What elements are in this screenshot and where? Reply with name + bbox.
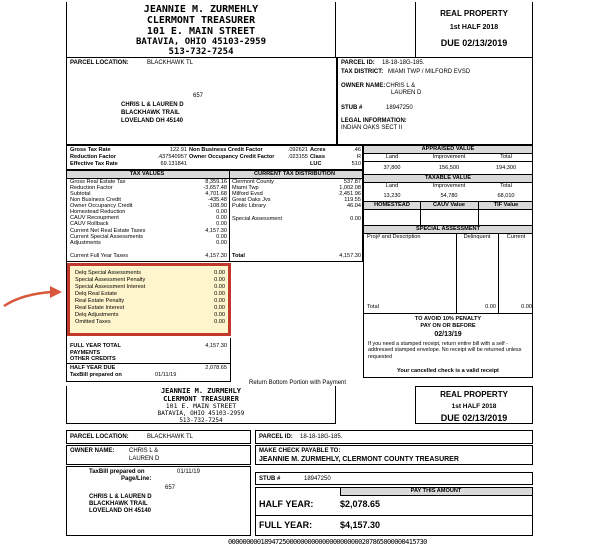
distribution-value: 119.55: [344, 197, 361, 203]
half-year: 1st HALF 2018: [449, 24, 499, 31]
special-total-current: 0.00: [521, 304, 532, 310]
parcel-location-box: [66, 57, 337, 145]
delinquent-label: Delq Adjustments: [75, 312, 119, 318]
tax-district: MIAMI TWP / MILFORD EVSD: [388, 69, 471, 75]
mail-street: BLACKHAWK TRAIL: [121, 110, 180, 116]
taxable-col: Total: [500, 183, 512, 189]
delinquent-label: Real Estate Penalty: [75, 298, 125, 304]
distribution-value: 46.04: [347, 203, 361, 209]
stub-owner-2: LAUREN D: [129, 456, 160, 462]
stub-number: 18947250: [304, 476, 331, 482]
reductions-col-line: [478, 202, 479, 225]
tax-value: 4,701.68: [205, 191, 227, 197]
prepared-date: 01/11/19: [155, 372, 177, 378]
special-col: Current: [506, 234, 526, 240]
stub-mail-code: 657: [165, 485, 176, 491]
tax-values-header: TAX VALUES: [129, 171, 165, 177]
parcel-location-label: PARCEL LOCATION:: [70, 60, 129, 66]
tax-value: 8,359.16: [205, 179, 227, 185]
tax-value-label: Owner Occupancy Credit: [70, 203, 133, 209]
delinquent-label: Delq Real Estate: [75, 291, 117, 297]
distribution-value: 2,451.96: [339, 191, 361, 197]
half-year-pay-label: HALF YEAR:: [259, 499, 314, 509]
homestead-label: HOMESTEAD: [374, 202, 410, 208]
stub-location: BLACKHAWK TL: [147, 434, 194, 440]
distribution-label: Public Library: [232, 203, 266, 209]
full-year-label: FULL YEAR TOTAL: [70, 343, 121, 349]
penalty-box: [363, 314, 533, 378]
summary-divider: [67, 363, 230, 364]
taxable-col: Improvement: [432, 183, 466, 189]
special-total-label: Total: [367, 304, 379, 310]
tax-value-label: Non Business Credit: [70, 197, 121, 203]
special-total-delinquent: 0.00: [485, 304, 496, 310]
rates-box: [66, 145, 363, 170]
distribution-header: CURRENT TAX DISTRIBUTION: [253, 171, 335, 177]
payable-to: JEANNIE M. ZURMEHLY, CLERMONT COUNTY TREASURER: [259, 456, 459, 463]
stub-owner-label: OWNER NAME:: [70, 448, 115, 454]
tax-value-label: Current Net Real Estate Taxes: [70, 228, 146, 234]
appraised-col: Total: [500, 154, 512, 160]
summary-box: [66, 338, 231, 382]
tax-value-label: Subtotal: [70, 191, 91, 197]
legal-info-label: LEGAL INFORMATION:: [341, 118, 407, 124]
taxable-header: TAXABLE VALUE: [424, 175, 472, 181]
tax-district-label: TAX DISTRICT:: [341, 69, 384, 75]
mail-name: CHRIS L & LAUREN D: [121, 102, 184, 108]
delinquent-value: 0.00: [214, 312, 225, 318]
address-line-2: BATAVIA, OHIO 45103-2959: [135, 37, 267, 47]
taxable-box: [363, 175, 533, 202]
penalty-line-1: TO AVOID 10% PENALTY: [414, 316, 482, 322]
tax-value: 0.00: [216, 240, 227, 246]
barcode-number: 0000000001894725000000000000000000000207865000000415730: [228, 538, 427, 546]
stub-mail-name: CHRIS L & LAUREN D: [89, 494, 152, 500]
delinquent-value: 0.00: [214, 284, 225, 290]
cauv-label: CAUV Value: [432, 202, 466, 208]
pay-amount-divider: [256, 515, 532, 516]
tax-value: 0.00: [216, 209, 227, 215]
full-year-pay-label: FULL YEAR:: [259, 520, 313, 530]
reductions-col-line: [420, 202, 421, 225]
stub-number-box: [255, 472, 533, 485]
stub-payable-box: [255, 445, 533, 465]
stub-prepared-date: 01/11/19: [177, 469, 200, 475]
rate-value: .437540957: [157, 154, 187, 160]
stub-parcel-box: [255, 430, 533, 444]
distribution-total-label: Total: [232, 253, 245, 259]
tax-value: 0.00: [216, 234, 227, 240]
appraised-col: Improvement: [432, 154, 466, 160]
delinquent-value: 0.00: [214, 291, 225, 297]
appraised-val: 156,500: [438, 165, 460, 171]
credit-value: .092621: [287, 147, 308, 153]
tax-value: 4,157.30: [205, 253, 227, 259]
delinquent-value: 0.00: [214, 270, 225, 276]
appraised-header: APPRAISED VALUE: [421, 146, 475, 152]
distribution-value: 537.87: [343, 179, 361, 185]
rate-label: Reduction Factor: [70, 154, 116, 160]
tax-value-label: CAUV Rollback: [70, 221, 109, 227]
credit-key-value: 510: [351, 161, 361, 167]
credit-key-value: R: [356, 154, 361, 160]
appraised-val: 37,800: [383, 165, 401, 171]
tax-values-divider: [229, 171, 230, 261]
distribution-label: Great Oaks Jvs: [232, 197, 271, 203]
full-year-total: 4,157.30: [205, 343, 227, 349]
half-year-due: 2,078.65: [205, 365, 227, 371]
taxable-col: Land: [385, 183, 399, 189]
delinquent-value: 0.00: [214, 277, 225, 283]
tax-value-label: Current Full Year Taxes: [70, 253, 129, 259]
stub-office-name: CLERMONT TREASURER: [163, 395, 239, 403]
stub-treasurer-name: JEANNIE M. ZURMEHLY: [160, 387, 242, 395]
tax-value-label: Reduction Factor: [70, 185, 113, 191]
tif-label: TIF Value: [493, 202, 519, 208]
reductions-box: [363, 202, 533, 226]
stub-parcel-id: 18-18-18G-185.: [300, 434, 343, 440]
credit-key: Class: [310, 154, 325, 160]
special-col: Proj# and Description: [367, 234, 421, 240]
distribution-label: Milford Evsd: [232, 191, 263, 197]
penalty-date: 02/13/19: [434, 331, 462, 338]
stub-property-type: REAL PROPERTY: [440, 390, 508, 399]
prepared-label: TaxBill prepared on: [70, 372, 122, 378]
treasurer-name: JEANNIE M. ZURMEHLY: [143, 4, 259, 15]
tax-value: -3,657.48: [203, 185, 227, 191]
tax-value-label: Gross Real Estate Tax: [70, 179, 126, 185]
stub-mail-city: LOVELAND OH 45140: [89, 508, 152, 514]
office-name: CLERMONT TREASURER: [146, 15, 256, 26]
header-address-box: [66, 2, 336, 58]
stub-prepared-label: TaxBill prepared on: [89, 469, 145, 475]
payable-to-label: MAKE CHECK PAYABLE TO:: [259, 448, 341, 454]
address-line-1: 101 E. MAIN STREET: [146, 26, 256, 37]
pay-amount-box: [255, 487, 533, 536]
property-type: REAL PROPERTY: [440, 9, 508, 18]
tax-value-label: CAUV Recoupment: [70, 215, 119, 221]
taxable-val: 68,010: [497, 193, 515, 199]
distribution-label: Special Assessment: [232, 216, 283, 222]
stub-half-year: 1st HALF 2018: [451, 403, 497, 410]
stub-phone: 513-732-7254: [179, 417, 223, 424]
due-date: DUE 02/13/2019: [440, 38, 508, 48]
delinquent-label: Delq Special Assessments: [75, 270, 141, 276]
owner-name-1: CHRIS L &: [386, 83, 416, 89]
cancelled-check-note: Your cancelled check is a valid receipt: [397, 368, 499, 374]
appraised-divider: [364, 161, 532, 162]
taxable-val: 54,780: [440, 193, 458, 199]
stub-page-label: Page/Line:: [121, 476, 152, 482]
parcel-location: BLACKHAWK TL: [147, 60, 194, 66]
tax-value-label: Homestead Reduction: [70, 209, 126, 215]
special-col-line: [456, 233, 457, 313]
other-credits-label: OTHER CREDITS: [70, 356, 116, 362]
delinquent-label: Real Estate Interest: [75, 305, 125, 311]
stub-header-address: [66, 386, 336, 424]
penalty-note: If you need a stamped receipt, return entire bill with a self - addressed stamped envelope. No receipt will be returned unless requested: [368, 341, 522, 360]
delinquent-value: 0.00: [214, 298, 225, 304]
delinquent-value: 0.00: [214, 319, 225, 325]
delinquent-value: 0.00: [214, 305, 225, 311]
full-year-pay-amount: $4,157.30: [340, 520, 381, 530]
tax-value: -108.90: [208, 203, 227, 209]
tax-value-label: Adjustments: [70, 240, 101, 246]
delinquent-label: Omitted Taxes: [75, 319, 111, 325]
pay-amount-label: PAY THIS AMOUNT: [410, 488, 462, 494]
credit-label: Owner Occupancy Credit Factor: [189, 154, 275, 160]
stub-number: 18947250: [386, 105, 413, 111]
stub-location-box: [66, 430, 251, 444]
credit-key: LUC: [310, 161, 322, 167]
tax-value: 0.00: [216, 215, 227, 221]
credit-value: .023155: [287, 154, 308, 160]
parcel-id-label: PARCEL ID:: [341, 60, 375, 66]
rate-label: Gross Tax Rate: [70, 147, 111, 153]
stub-location-label: PARCEL LOCATION:: [70, 434, 129, 440]
credit-key-value: .46: [353, 147, 361, 153]
stub-number-label: STUB #: [259, 476, 281, 482]
mail-city: LOVELAND OH 45140: [121, 118, 184, 124]
stub-mail-street: BLACKHAWK TRAIL: [89, 501, 148, 507]
tax-value-label: Current Special Assessments: [70, 234, 144, 240]
stub-mail-box: [66, 466, 251, 536]
phone: 513-732-7254: [168, 47, 234, 57]
mail-code: 657: [193, 93, 204, 99]
special-header: SPECIAL ASSESSMENT: [415, 226, 481, 232]
parcel-id: 18-18-18G-185.: [382, 60, 425, 66]
rate-label: Effective Tax Rate: [70, 161, 118, 167]
appraised-box: [363, 145, 533, 175]
stub-due-box: [415, 386, 533, 424]
owner-name-2: LAUREN D: [391, 90, 422, 96]
appraised-col: Land: [385, 154, 399, 160]
distribution-label: Miami Twp: [232, 185, 259, 191]
stub-due-date: DUE 02/13/2019: [440, 413, 508, 423]
credit-key: Acres: [310, 147, 326, 153]
distribution-value: 1,002.08: [339, 185, 361, 191]
return-bottom-label: Return Bottom Portion with Payment: [249, 380, 347, 386]
distribution-total: 4,157.30: [339, 253, 361, 259]
credit-label: Non Business Credit Factor: [189, 147, 263, 153]
tax-value: -435.48: [208, 197, 227, 203]
owner-name-label: OWNER NAME:: [341, 83, 386, 89]
delinquent-label: Special Assessment Penalty: [75, 277, 146, 283]
special-col: Delinquent: [463, 234, 491, 240]
header-due-box: [415, 2, 533, 58]
stub-owner-box: [66, 445, 251, 465]
special-col-line: [498, 233, 499, 313]
pointer-arrow-icon: [2, 284, 64, 310]
tax-value: 0.00: [216, 221, 227, 227]
half-year-pay-amount: $2,078.65: [340, 499, 381, 509]
payments-label: PAYMENTS: [70, 350, 101, 356]
tax-value: 4,157.30: [205, 228, 227, 234]
special-assessment-box: [363, 226, 533, 314]
stub-address-1: 101 E. MAIN STREET: [165, 402, 237, 410]
rate-value: 122.91: [169, 147, 187, 153]
penalty-line-2: PAY ON OR BEFORE: [420, 323, 476, 329]
delinquent-label: Special Assessment Interest: [75, 284, 146, 290]
half-year-label: HALF YEAR DUE: [70, 365, 116, 371]
stub-label: STUB #: [341, 105, 363, 111]
stub-address-2: BATAVIA, OHIO 45103-2959: [157, 410, 245, 417]
stub-parcel-label: PARCEL ID:: [259, 434, 293, 440]
legal-info: INDIAN OAKS SECT II: [341, 125, 403, 131]
tax-values-box: [66, 170, 363, 262]
rate-value: 69.131841: [160, 161, 187, 167]
taxable-val: 13,230: [383, 193, 401, 199]
appraised-val: 194,300: [495, 165, 517, 171]
distribution-value: 0.00: [350, 216, 361, 222]
stub-owner-1: CHRIS L &: [129, 448, 159, 454]
distribution-label: Clermont County: [232, 179, 274, 185]
parcel-info-box: [337, 57, 533, 145]
